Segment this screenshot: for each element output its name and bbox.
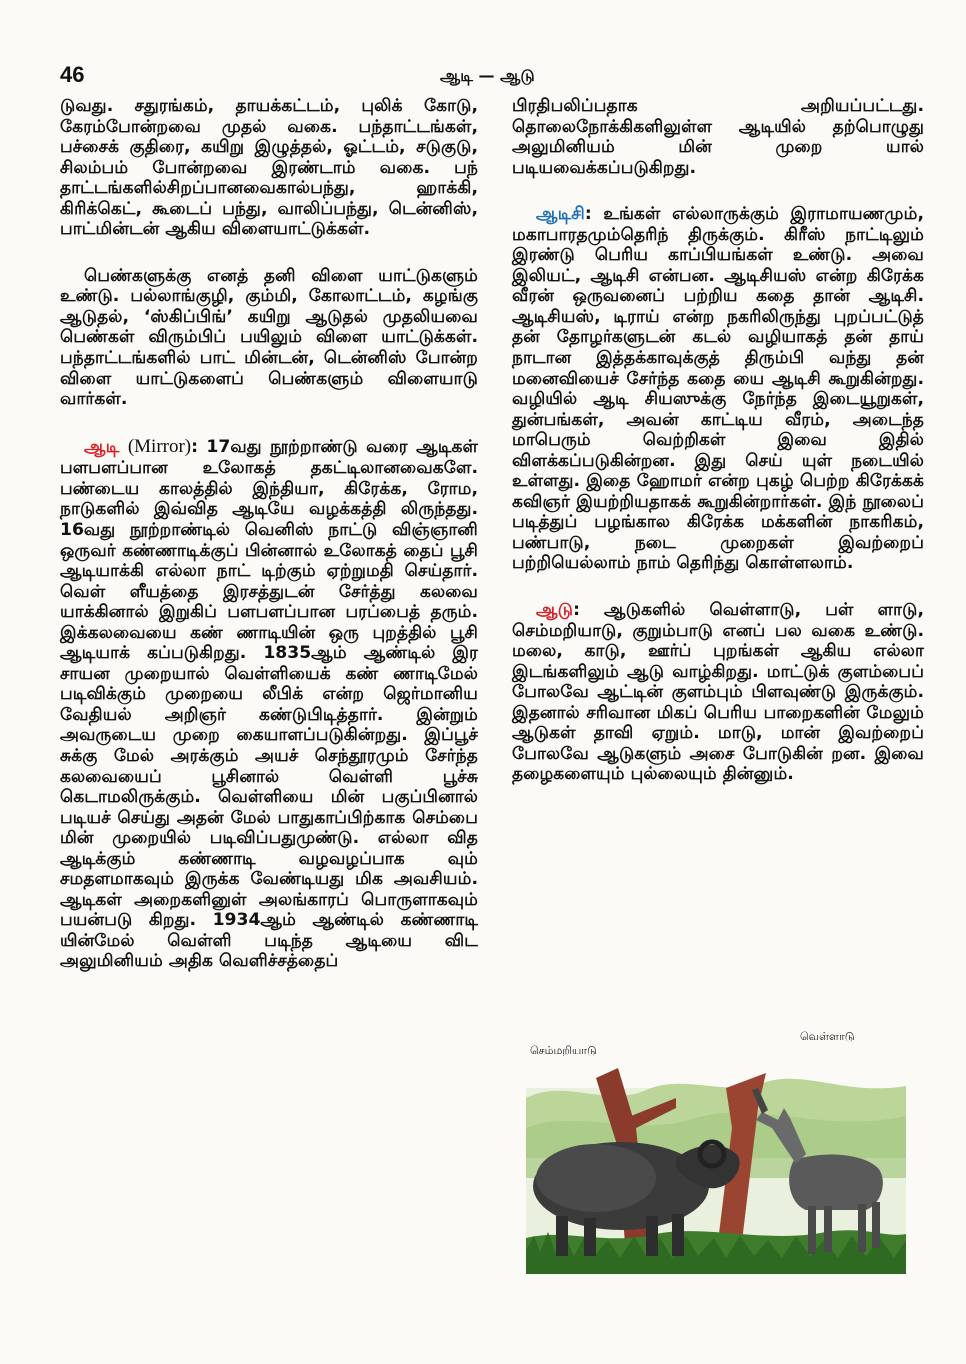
- entry-heading-goat: ஆடு: [536, 600, 574, 621]
- page-number: 46: [60, 62, 85, 87]
- entry-goat: [512, 600, 924, 785]
- caption-sheep: செம்மறியாடு: [530, 1044, 597, 1057]
- entry-heading-odyssey: ஆடிசி: [536, 204, 585, 225]
- left-column: [60, 96, 478, 998]
- sheep-and-goat-illustration: [526, 1068, 906, 1274]
- entry-body-odyssey: : உங்கள் எல்லாருக்கும் இராமாயணமும், மகாபாரதமும்தெரிந் திருக்கும். கிரீஸ் நாட்டிலும் இரண்டு பெரிய காப்பியங்கள் உண்டு. அவை இலியட், ஆடிசி என்பன. ஆடிசியஸ் என்ற கிரேக்க வீரன் ஒருவனைப் பற்றிய கதை தான் ஆடிசி. ஆடிசியஸ், டிராய் என்ற நகரிலிருந்து புறப்பட்டுத் தன் தோழர்களுடன் கடல் வழியாகத் தன் தாய் நாடான இத்தக்காவுக்குத் திரும்பி வந்து தன் மனைவியைச் சேர்ந்த கதை யை ஆடிசி கூறுகின்றது. வழியில் ஆடி சியஸுக்கு நேர்ந்த இடையூறுகள், துன்பங்கள், அவன் காட்டிய வீரம், அடைந்த மாபெரும் வெற்றிகள் இவை இதில் விளக்கப்படுகின்றன. இது செய் யுள் நடையில் உள்ளது. இதை ஹோமர் என்ற புகழ் பெற்ற கிரேக்கக் கவிஞர் இயற்றியதாகக் கூறுகின்றார்கள். இந் நூலைப் படித்துப் பழங்கால கிரேக்க மக்களின் நாகரிகம், பண்பாடு, நடை முறைகள் இவற்றைப் பற்றியெல்லாம் நாம் தெரிந்து கொள்ளலாம்.: [512, 204, 924, 574]
- paragraph-games: டுவது. சதுரங்கம், தாயக்கட்டம், புலிக் கோடு, கேரம்போன்றவை முதல் வகை. பந்தாட்டங்கள், பச்சைக் குதிரை, கயிறு இழுத்தல், ஓட்டம், சடுகுடு, சிலம்பம் போன்றவை இரண்டாம் வகை. பந் தாட்டங்களில்சிறப்பானவைகால்பந்து, ஹாக்கி, கிரிக்கெட், கூடைப் பந்து, வாலிப்பந்து, டென்னிஸ், பாட்மின்டன் ஆகிய விளையாட்டுக்கள்.: [60, 96, 478, 240]
- caption-goat: வெள்ளாடு: [800, 1030, 855, 1043]
- entry-heading-mirror: ஆடி: [84, 436, 120, 457]
- entry-heading-mirror-latin: (Mirror): [127, 435, 192, 457]
- entry-body-goat: : ஆடுகளில் வெள்ளாடு, பள் ளாடு, செம்மறியாடு, குறும்பாடு எனப் பல வகை உண்டு. மலை, காடு, ஊர்ப் புறங்கள் ஆகிய எல்லா இடங்களிலும் ஆடு வாழ்கிறது. மாட்டுக் குளம்பைப் போலவே ஆட்டின் குளம்பும் பிளவுண்டு இருக்கும். இதனால் சரிவான மிகப் பெரிய பாறைகளின் மேலும் ஆடுகள் தாவி ஏறும். மாடு, மான் இவற்றைப் போலவே ஆடுகளும் அசை போடுகின் றன. இவை தழைகளையும் புல்லையும் தின்னும்.: [512, 600, 924, 785]
- paragraph-mirror-continued: பிரதிபலிப்பதாக அறியப்பட்டது. தொலைநோக்கிகளிலுள்ள ஆடியில் தற்பொழுது அலுமினியம் மின் முறை யால் படியவைக்கப்படுகிறது.: [512, 96, 924, 178]
- running-head: ஆடி — ஆடு: [440, 66, 535, 85]
- paragraph-girls-games: பெண்களுக்கு எனத் தனி விளை யாட்டுகளும் உண்டு. பல்லாங்குழி, கும்மி, கோலாட்டம், கழங்கு ஆடுதல், ‘ஸ்கிப்பிங்’ கயிறு ஆடுதல் முதலியவை பெண்கள் விரும்பிப் பயிலும் விளை யாட்டுக்கள். பந்தாட்டங்களில் பாட் மின்டன், டென்னிஸ் போன்ற விளை யாட்டுகளைப் பெண்களும் விளையாடு வார்கள்.: [60, 265, 478, 410]
- right-column: [512, 96, 924, 811]
- entry-odyssey: [512, 204, 924, 574]
- entry-body-mirror: : 17வது நூற்றாண்டு வரை ஆடிகள் பளபளப்பான உலோகத் தகட்டிலானவைகளே. பண்டைய காலத்தில் இந்தியா, கிரேக்க, ரோம, நாடுகளில் இவ்வித ஆடியே வழக்கத்தி லிருந்தது. 16வது நூற்றாண்டில் வெனிஸ் நாட்டு விஞ்ஞானி ஒருவர் கண்ணாடிக்குப் பின்னால் உலோகத் தைப் பூசி ஆடியாக்கி எல்லா நாட் டிற்கும் ஏற்றுமதி செய்தார். வெள் ளீயத்தை இரசத்துடன் சேர்த்து கலவை யாக்கினால் இறுகிப் பளபளப்பான பரப்பைத் தரும். இக்கலவையை கண் ணாடியின் ஒரு புறத்தில் பூசி ஆடியாக் கப்படுகிறது. 1835ஆம் ஆண்டில் இர சாயன முறையால் வெள்ளியைக் கண் ணாடிமேல் படிவிக்கும் முறையை லீபிக் என்ற ஜெர்மானிய வேதியல் அறிஞர் கண்டுபிடித்தார். இன்றும் அவருடைய முறை கையாளப்படுகின்றது. இப்பூச் சுக்கு மேல் அரக்கும் அயச் செந்தூரமும் சேர்ந்த கலவையைப் பூசினால் வெள்ளி பூச்சு கெடாமலிருக்கும். வெள்ளியை மின் பகுப்பினால் படியச் செய்து அதன் மேல் பாதுகாப்பிற்காக செம்பை மின் முறையில் படிவிப்பதுமுண்டு. எல்லா வித ஆடிக்கும் கண்ணாடி வழவழப்பாக வும் சமதளமாகவும் இருக்க வேண்டியது மிக அவசியம். ஆடிகள் அறைகளினுள் அலங்காரப் பொருளாகவும் பயன்படு கிறது. 1934ஆம் ஆண்டில் கண்ணாடி யின்மேல் வெள்ளி படிந்த ஆடியை விட அலுமினியம் அதிக வெளிச்சத்தைப்: [60, 436, 479, 972]
- entry-mirror: [60, 436, 478, 972]
